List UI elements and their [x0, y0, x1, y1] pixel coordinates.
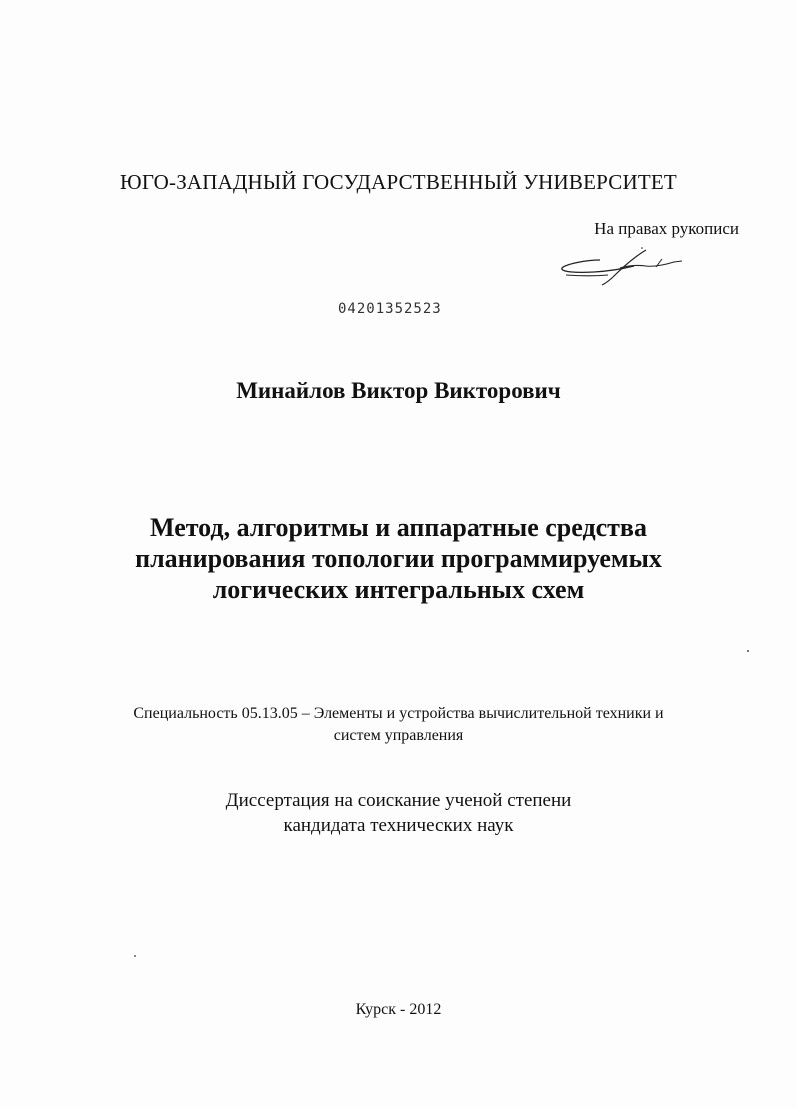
handwritten-signature-icon	[556, 246, 690, 286]
rights-note: На правах рукописи	[594, 219, 739, 238]
scan-speck	[747, 650, 749, 652]
specialty-text	[0, 703, 797, 747]
university-name: ЮГО-ЗАПАДНЫЙ ГОСУДАРСТВЕННЫЙ УНИВЕРСИТЕТ	[120, 170, 677, 194]
city-year: Курск - 2012	[355, 1001, 442, 1018]
specialty-line: систем управления	[333, 727, 464, 744]
degree-line: Диссертация на соискание ученой степени	[225, 790, 572, 811]
degree-line: кандидата технических наук	[283, 815, 514, 836]
registration-number: 04201352523	[338, 301, 442, 317]
title-line: Метод, алгоритмы и аппаратные средства	[150, 513, 647, 542]
title-line: планирования топологии программируемых	[135, 544, 662, 573]
scan-speck	[134, 955, 136, 957]
author-name: Минайлов Виктор Викторович	[236, 378, 561, 403]
dissertation-title	[0, 512, 797, 605]
degree-text	[0, 788, 797, 838]
title-line: логических интегральных схем	[212, 575, 585, 604]
specialty-line: Специальность 05.13.05 – Элементы и устройства вычислительной техники и	[133, 705, 664, 722]
